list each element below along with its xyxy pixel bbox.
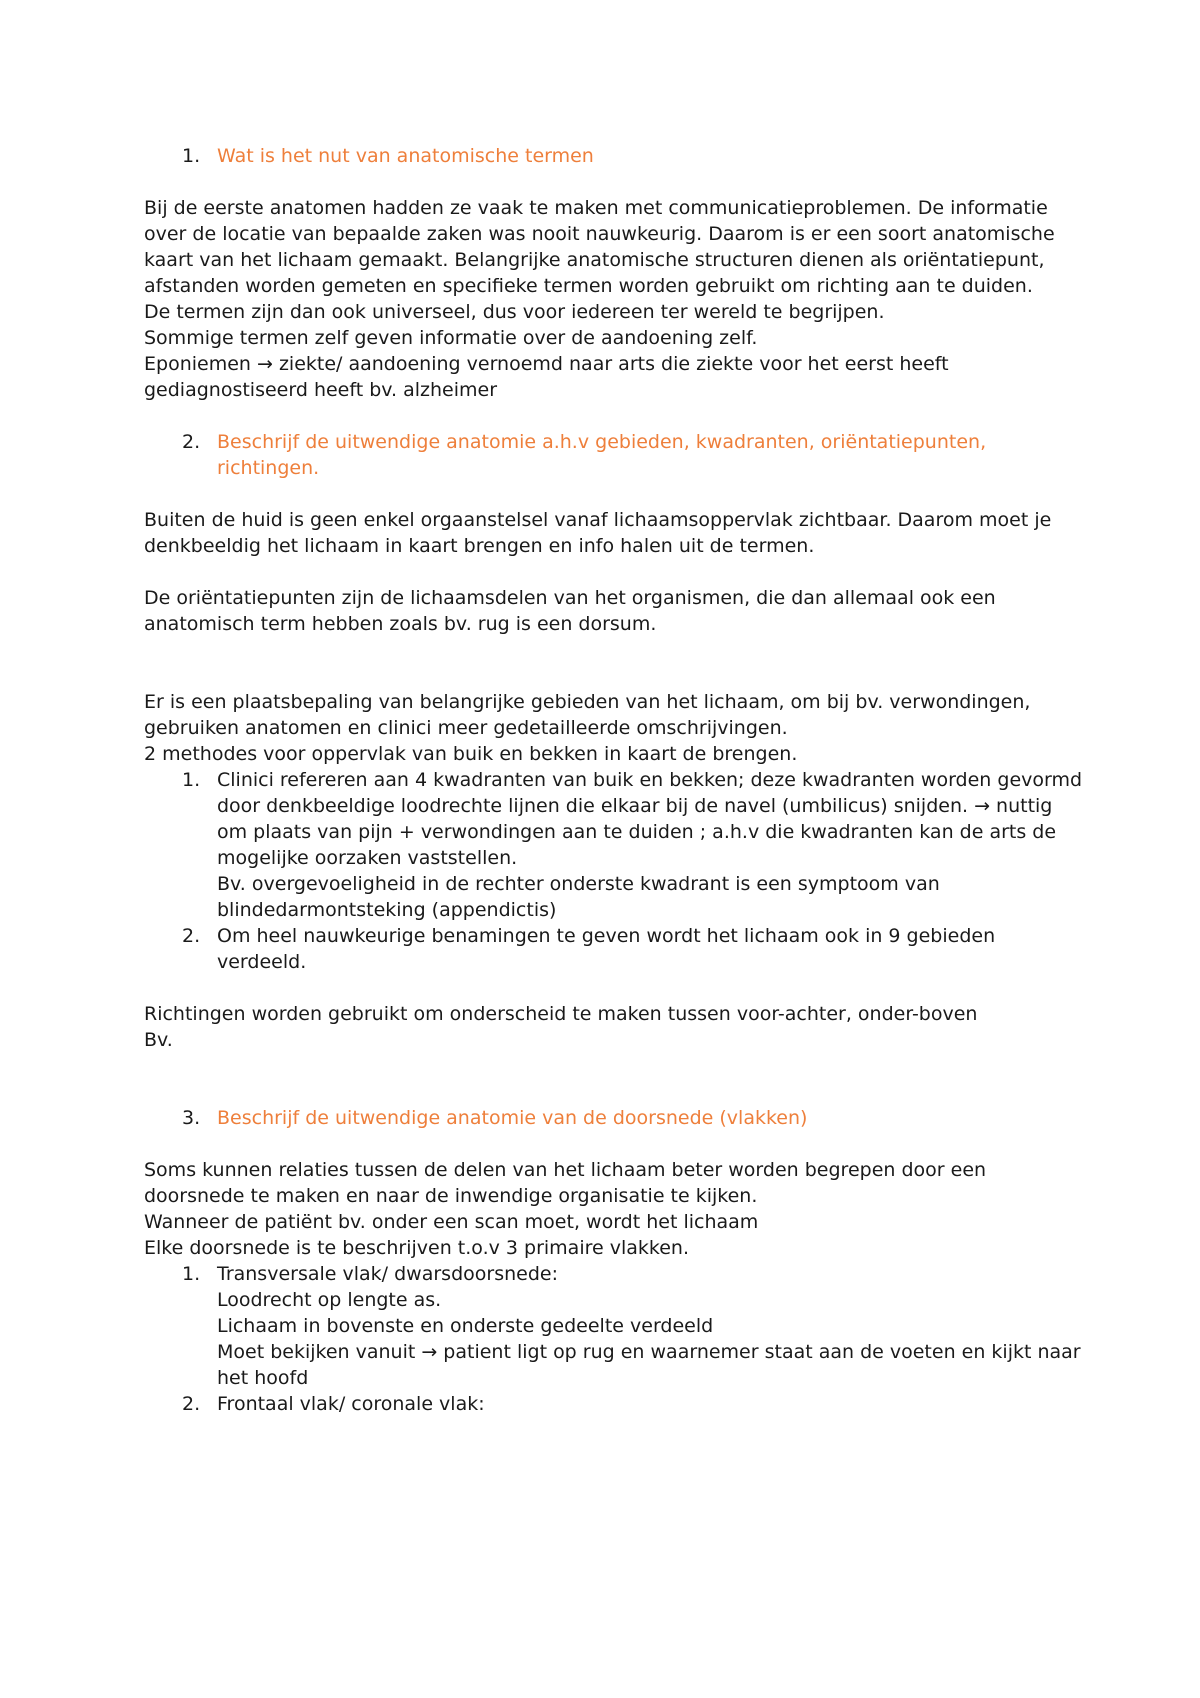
section-1-paragraph-4: Eponiemen → ziekte/ aandoening vernoemd naar arts die ziekte voor het eerst heeft gediagnostiseerd heeft bv. alzheimer: [144, 353, 949, 401]
section-1-paragraph-2: De termen zijn dan ook universeel, dus voor iedereen ter wereld te begrijpen.: [144, 301, 885, 323]
section-2-heading: [144, 429, 1084, 481]
section-2-paragraph-4: 2 methodes voor oppervlak van buik en bekken in kaart de brengen.: [144, 743, 798, 765]
section-3-paragraph-3: Elke doorsnede is te beschrijven t.o.v 3 primaire vlakken.: [144, 1237, 689, 1259]
list-item-text: Om heel nauwkeurige benamingen te geven wordt het lichaam ook in 9 gebieden verdeeld.: [217, 925, 996, 973]
section-1-paragraph-1: Bij de eerste anatomen hadden ze vaak te maken met communicatieproblemen. De informatie over de locatie van bepaalde zaken was nooit nauwkeurig. Daarom is er een soort anatomische kaart van het lichaam gemaakt. Belangrijke anatomische structuren dienen als oriëntatiepunt, afstanden worden gemeten en specifieke termen worden gebruikt om richting aan te duiden.: [144, 197, 1055, 297]
list-number: 1.: [182, 1263, 201, 1285]
section-3-list-item-2: [144, 1391, 1084, 1417]
section-2-paragraph-5: Richtingen worden gebruikt om onderscheid te maken tussen voor-achter, onder-boven: [144, 1003, 978, 1025]
section-2-paragraph-2: De oriëntatiepunten zijn de lichaamsdelen van het organismen, die dan allemaal ook een anatomisch term hebben zoals bv. rug is een dorsum.: [144, 587, 996, 635]
section-2-number: 2.: [182, 431, 201, 453]
document-page: [144, 143, 1084, 1417]
section-2-paragraph-6: Bv.: [144, 1029, 173, 1051]
section-1-paragraph-3: Sommige termen zelf geven informatie over de aandoening zelf.: [144, 327, 758, 349]
section-1-title: Wat is het nut van anatomische termen: [217, 145, 594, 167]
list-number: 2.: [182, 925, 201, 947]
section-1-heading: [144, 143, 1084, 169]
list-item-line: Loodrecht op lengte as.: [217, 1289, 442, 1311]
list-item-line: Moet bekijken vanuit → patient ligt op rug en waarnemer staat aan de voeten en kijkt naar het hoofd: [217, 1341, 1081, 1389]
section-3-paragraph-1: Soms kunnen relaties tussen de delen van het lichaam beter worden begrepen door een doorsnede te maken en naar de inwendige organisatie te kijken.: [144, 1159, 987, 1207]
section-3-number: 3.: [182, 1107, 201, 1129]
section-2-paragraph-3: Er is een plaatsbepaling van belangrijke gebieden van het lichaam, om bij bv. verwondingen, gebruiken anatomen en clinici meer gedetailleerde omschrijvingen.: [144, 691, 1031, 739]
list-item-line: Lichaam in bovenste en onderste gedeelte verdeeld: [217, 1315, 714, 1337]
section-3-list-item-1: [144, 1261, 1084, 1391]
list-number: 1.: [182, 769, 201, 791]
section-3-paragraph-2: Wanneer de patiënt bv. onder een scan moet, wordt het lichaam: [144, 1211, 759, 1233]
list-item-text: Clinici refereren aan 4 kwadranten van buik en bekken; deze kwadranten worden gevormd door denkbeeldige loodrechte lijnen die elkaar bij de navel (umbilicus) snijden. → nuttig om plaats van pijn + verwondingen aan te duiden ; a.h.v die kwadranten kan de arts de mogelijke oorzaken vaststellen.: [217, 769, 1083, 869]
section-2-paragraph-1: Buiten de huid is geen enkel orgaanstelsel vanaf lichaamsoppervlak zichtbaar. Daarom moet je denkbeeldig het lichaam in kaart brengen en info halen uit de termen.: [144, 509, 1052, 557]
list-number: 2.: [182, 1393, 201, 1415]
section-2-list-item-1: [144, 767, 1084, 923]
section-3-heading: [144, 1105, 1084, 1131]
list-item-extra: Bv. overgevoeligheid in de rechter onderste kwadrant is een symptoom van blindedarmontsteking (appendictis): [217, 873, 940, 921]
section-2-list-item-2: [144, 923, 1084, 975]
list-item-line: Frontaal vlak/ coronale vlak:: [217, 1393, 485, 1415]
list-item-line: Transversale vlak/ dwarsdoorsnede:: [217, 1263, 558, 1285]
section-1-number: 1.: [182, 145, 201, 167]
section-3-title: Beschrijf de uitwendige anatomie van de doorsnede (vlakken): [217, 1107, 808, 1129]
section-2-title: Beschrijf de uitwendige anatomie a.h.v gebieden, kwadranten, oriëntatiepunten, richtingen.: [217, 431, 987, 479]
